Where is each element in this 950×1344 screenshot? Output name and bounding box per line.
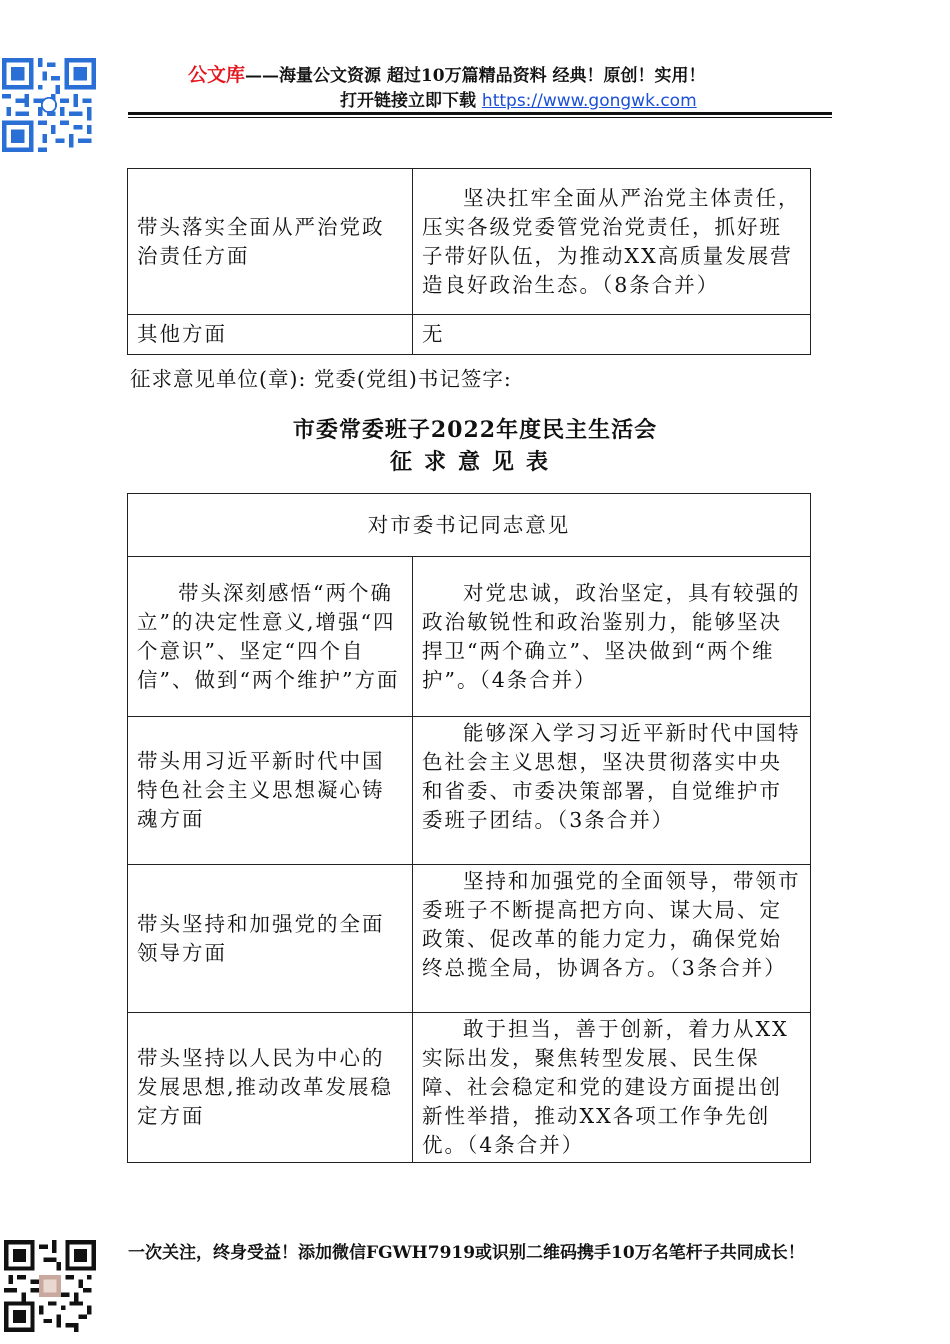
table-row (128, 717, 811, 865)
table-row (128, 315, 811, 355)
table-row (128, 1013, 811, 1163)
row-opinion: 无 (413, 315, 811, 355)
header-download (340, 86, 697, 111)
row-category: 带头落实全面从严治党政治责任方面 (128, 169, 413, 315)
qr-code-top-icon[interactable] (2, 58, 96, 152)
row-category: 其他方面 (128, 315, 413, 355)
tagline-text: ——海量公文资源 超过10万篇精品资料 经典！原创！实用！ (245, 66, 706, 86)
sign-line: 征求意见单位(章): 党委(党组)书记签字: (130, 367, 512, 391)
table-header: 对市委书记同志意见 (128, 494, 811, 557)
download-prefix: 打开链接立即下载 (340, 91, 476, 111)
header-divider-thin (128, 117, 832, 118)
row-category: 带头深刻感悟“两个确立”的决定性意义,增强“四个意识”、坚定“四个自信”、做到“两个维护”方面 (128, 557, 413, 717)
table-row (128, 865, 811, 1013)
opinion-table-continued (127, 168, 811, 355)
table-row (128, 557, 811, 717)
form-subtitle: 征求意见表 (389, 449, 560, 475)
table-header-row (128, 494, 811, 557)
opinion-table (127, 493, 811, 1163)
row-category: 带头坚持和加强党的全面领导方面 (128, 865, 413, 1013)
row-opinion: 坚持和加强党的全面领导，带领市委班子不断提高把方向、谋大局、定政策、促改革的能力定力，确保党始终总揽全局，协调各方。（3条合并） (413, 865, 811, 1013)
row-opinion: 坚决扛牢全面从严治党主体责任，压实各级党委管党治党责任，抓好班子带好队伍，为推动XX高质量发展营造良好政治生态。（8条合并） (413, 169, 811, 315)
brand-name: 公文库 (188, 64, 246, 86)
download-link[interactable]: https://www.gongwk.com (481, 91, 697, 111)
footer-promo: 一次关注，终身受益！添加微信FGWH7919或识别二维码携手10万名笔杆子共同成长！ (128, 1243, 805, 1263)
row-opinion: 对党忠诚，政治坚定，具有较强的政治敏锐性和政治鉴别力，能够坚决捍卫“两个确立”、坚决做到“两个维护”。（4条合并） (413, 557, 811, 717)
form-title: 市委常委班子2022年度民主生活会 (292, 417, 658, 443)
row-category: 带头坚持以人民为中心的发展思想,推动改革发展稳定方面 (128, 1013, 413, 1163)
row-opinion: 敢于担当，善于创新，着力从XX实际出发，聚焦转型发展、民生保障、社会稳定和党的建设方面提出创新性举措，推动XX各项工作争先创优。（4条合并） (413, 1013, 811, 1163)
header-tagline (188, 60, 808, 87)
qr-code-bottom-icon[interactable] (4, 1240, 96, 1332)
row-opinion: 能够深入学习习近平新时代中国特色社会主义思想，坚决贯彻落实中央和省委、市委决策部署，自觉维护市委班子团结。（3条合并） (413, 717, 811, 865)
table-row (128, 169, 811, 315)
header-divider-thick (128, 112, 832, 115)
row-category: 带头用习近平新时代中国特色社会主义思想凝心铸魂方面 (128, 717, 413, 865)
